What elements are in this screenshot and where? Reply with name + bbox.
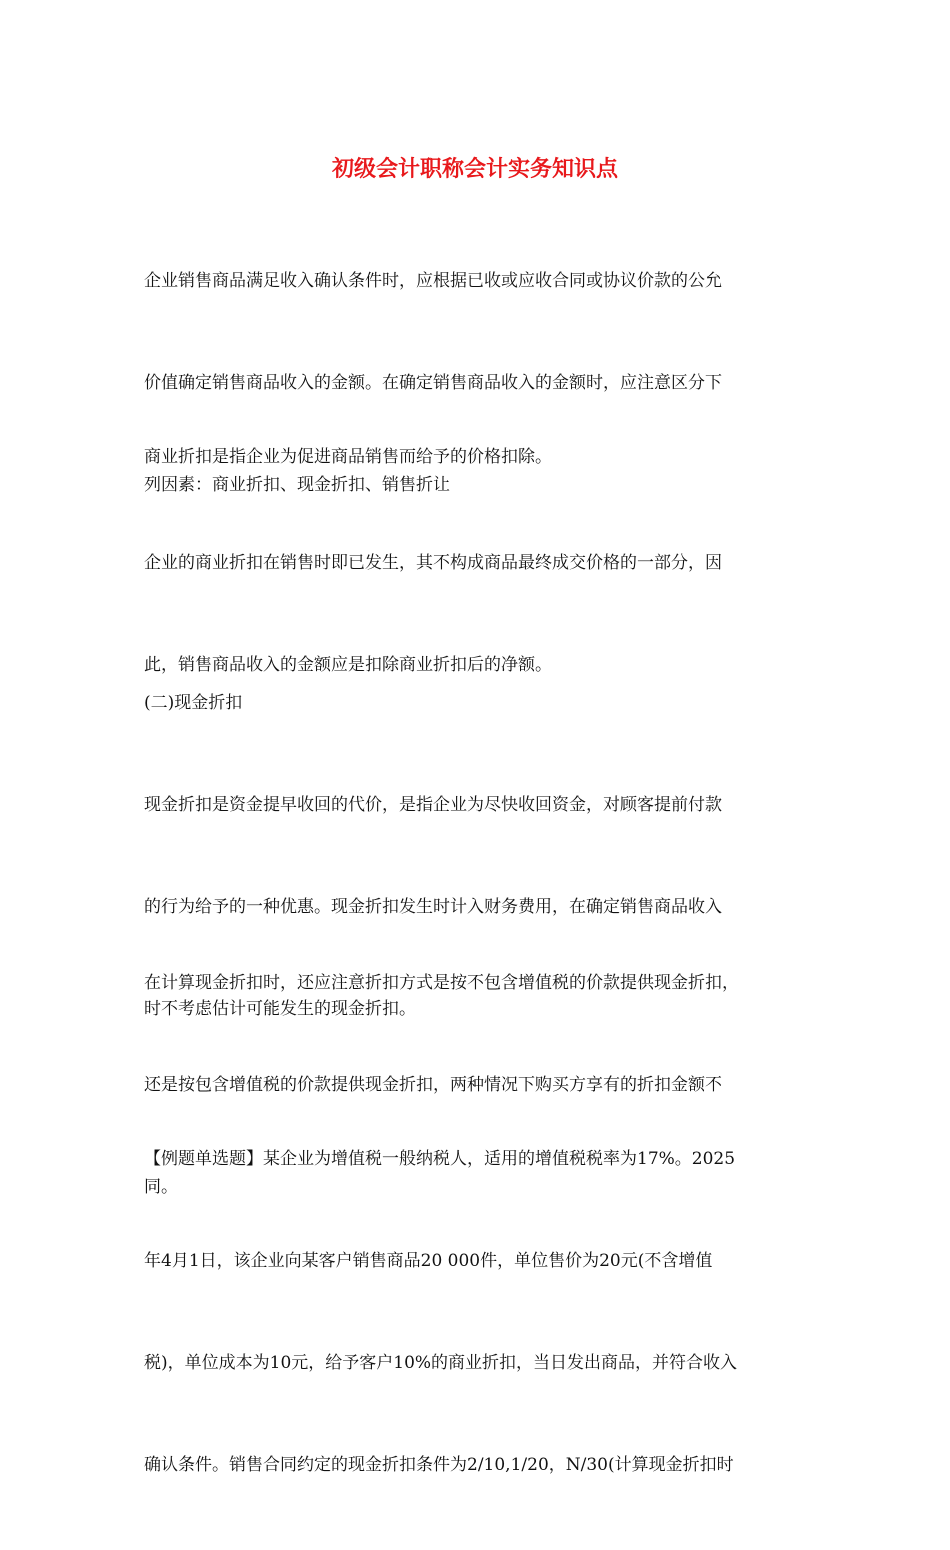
text-line: 【例题单选题】某企业为增值税一般纳税人，适用的增值税税率为17%。2025 <box>144 1149 736 1169</box>
text-line: 企业销售商品满足收入确认条件时，应根据已收或应收合同或协议价款的公允 <box>144 271 722 291</box>
text-line: 确认条件。销售合同约定的现金折扣条件为2/10,1/20，N/30(计算现金折扣时 <box>144 1455 734 1475</box>
text-line: 时不考虑估计可能发生的现金折扣。 <box>144 999 416 1019</box>
text-line: 现金折扣是资金提早收回的代价，是指企业为尽快收回资金，对顾客提前付款 <box>144 795 722 815</box>
text-line: (二)现金折扣 <box>144 693 243 713</box>
text-line: 还是按包含增值税的价款提供现金折扣，两种情况下购买方享有的折扣金额不 <box>144 1075 722 1095</box>
document-title: 初级会计职称会计实务知识点 <box>331 156 618 182</box>
text-line: 的行为给予的一种优惠。现金折扣发生时计入财务费用，在确定销售商品收入 <box>144 897 722 917</box>
text-line: 商业折扣是指企业为促进商品销售而给予的价格扣除。 <box>144 447 552 467</box>
text-line: 列因素：商业折扣、现金折扣、销售折让 <box>144 475 450 495</box>
paragraph-example-question <box>144 1074 804 1550</box>
text-line: 价值确定销售商品收入的金额。在确定销售商品收入的金额时，应注意区分下 <box>144 373 722 393</box>
text-line: 同。 <box>144 1177 178 1197</box>
text-line: 在计算现金折扣时，还应注意折扣方式是按不包含增值税的价款提供现金折扣， <box>144 973 739 993</box>
text-line: 此，销售商品收入的金额应是扣除商业折扣后的净额。 <box>144 655 552 675</box>
text-line: 企业的商业折扣在销售时即已发生，其不构成商品最终成交价格的一部分，因 <box>144 553 722 573</box>
text-line: 年4月1日，该企业向某客户销售商品20 000件，单位售价为20元(不含增值 <box>144 1251 713 1271</box>
text-line: 税)，单位成本为10元，给予客户10%的商业折扣，当日发出商品，并符合收入 <box>144 1353 738 1373</box>
